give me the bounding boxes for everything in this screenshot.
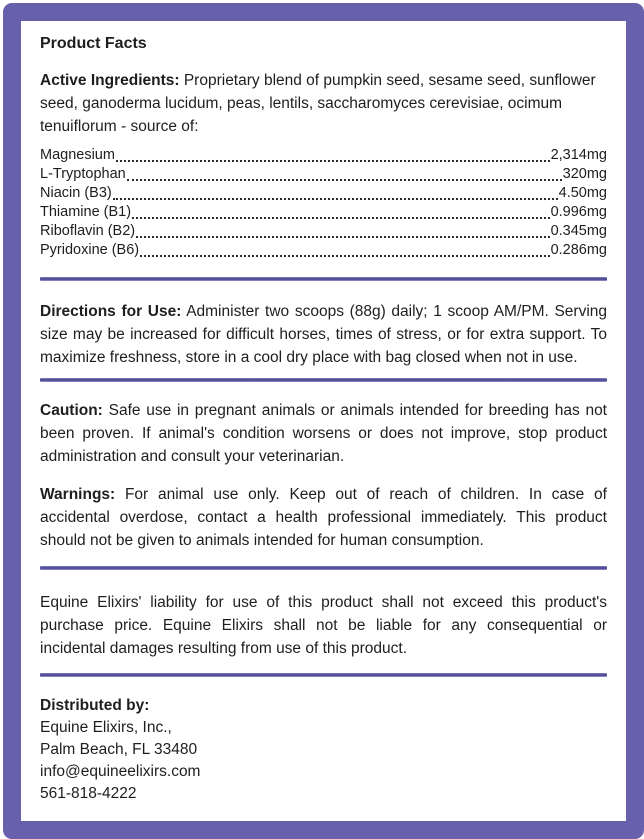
active-ingredients-heading: Active Ingredients: [40,72,180,89]
nutrient-name: L-Tryptophan [40,166,126,182]
nutrient-name: Thiamine (B1) [40,204,132,220]
caution-text: Safe use in pregnant animals or animals intended for breeding has not been proven. If animal's condition worsens or does not improve, stop product administration and consult your veterinarian. [40,402,607,465]
nutrient-amount: 0.996mg [550,204,607,220]
directions-heading: Directions for Use: [40,303,182,320]
nutrient-row [40,203,607,222]
nutrient-amount: 0.345mg [550,223,607,239]
nutrient-table [40,146,607,260]
warnings-text: For animal use only. Keep out of reach of children. In case of accidental overdose, contact a health professional immediately. This product should not be given to animals intended for human consumption. [40,486,607,549]
dot-leader [132,217,550,219]
directions-paragraph [40,300,607,369]
nutrient-amount: 4.50mg [558,185,607,201]
distributor-company: Equine Elixirs, Inc., [40,719,172,736]
nutrient-name: Magnesium [40,147,115,163]
section-divider [40,378,607,382]
nutrient-name: Niacin (B3) [40,185,112,201]
nutrient-name: Pyridoxine (B6) [40,242,140,258]
label-content [21,21,626,821]
active-ingredients-text: Proprietary blend of pumpkin seed, sesame seed, sunflower seed, ganoderma lucidum, peas, lentils, saccharomyces cerevisiae, ocimum tenuiflorum - source of: [40,72,596,135]
nutrient-row [40,146,607,165]
label-border-frame [3,3,644,839]
nutrient-row [40,222,607,241]
distributor-email: info@equineelixirs.com [40,763,201,780]
section-divider [40,566,607,570]
liability-paragraph: Equine Elixirs' liability for use of this product shall not exceed this product's purchase price. Equine Elixirs shall not be liable for any consequential or incidental damages resulting from use of this product. [40,594,607,657]
active-ingredients-paragraph [40,69,607,138]
nutrient-amount: 320mg [562,166,607,182]
nutrient-name: Riboflavin (B2) [40,223,136,239]
warnings-heading: Warnings: [40,486,116,503]
section-divider [40,673,607,677]
distributor-heading: Distributed by: [40,697,150,714]
nutrient-row [40,165,607,184]
nutrient-row [40,241,607,260]
dot-leader [127,179,562,181]
section-divider [40,277,607,281]
distributor-address: Palm Beach, FL 33480 [40,741,198,758]
nutrient-amount: 2,314mg [550,147,607,163]
caution-paragraph [40,399,607,468]
dot-leader [113,198,558,200]
dot-leader [140,255,549,257]
nutrient-amount: 0.286mg [550,242,607,258]
dot-leader [116,160,550,162]
caution-heading: Caution: [40,402,103,419]
distributor-phone: 561-818-4222 [40,785,137,802]
page-title: Product Facts [40,35,147,52]
distributor-block [40,695,607,805]
nutrient-row [40,184,607,203]
warnings-paragraph [40,483,607,552]
directions-text: Administer two scoops (88g) daily; 1 scoop AM/PM. Serving size may be increased for difficult horses, times of stress, or for extra support. To maximize freshness, store in a cool dry place with bag closed when not in use. [40,303,608,366]
dot-leader [136,236,549,238]
